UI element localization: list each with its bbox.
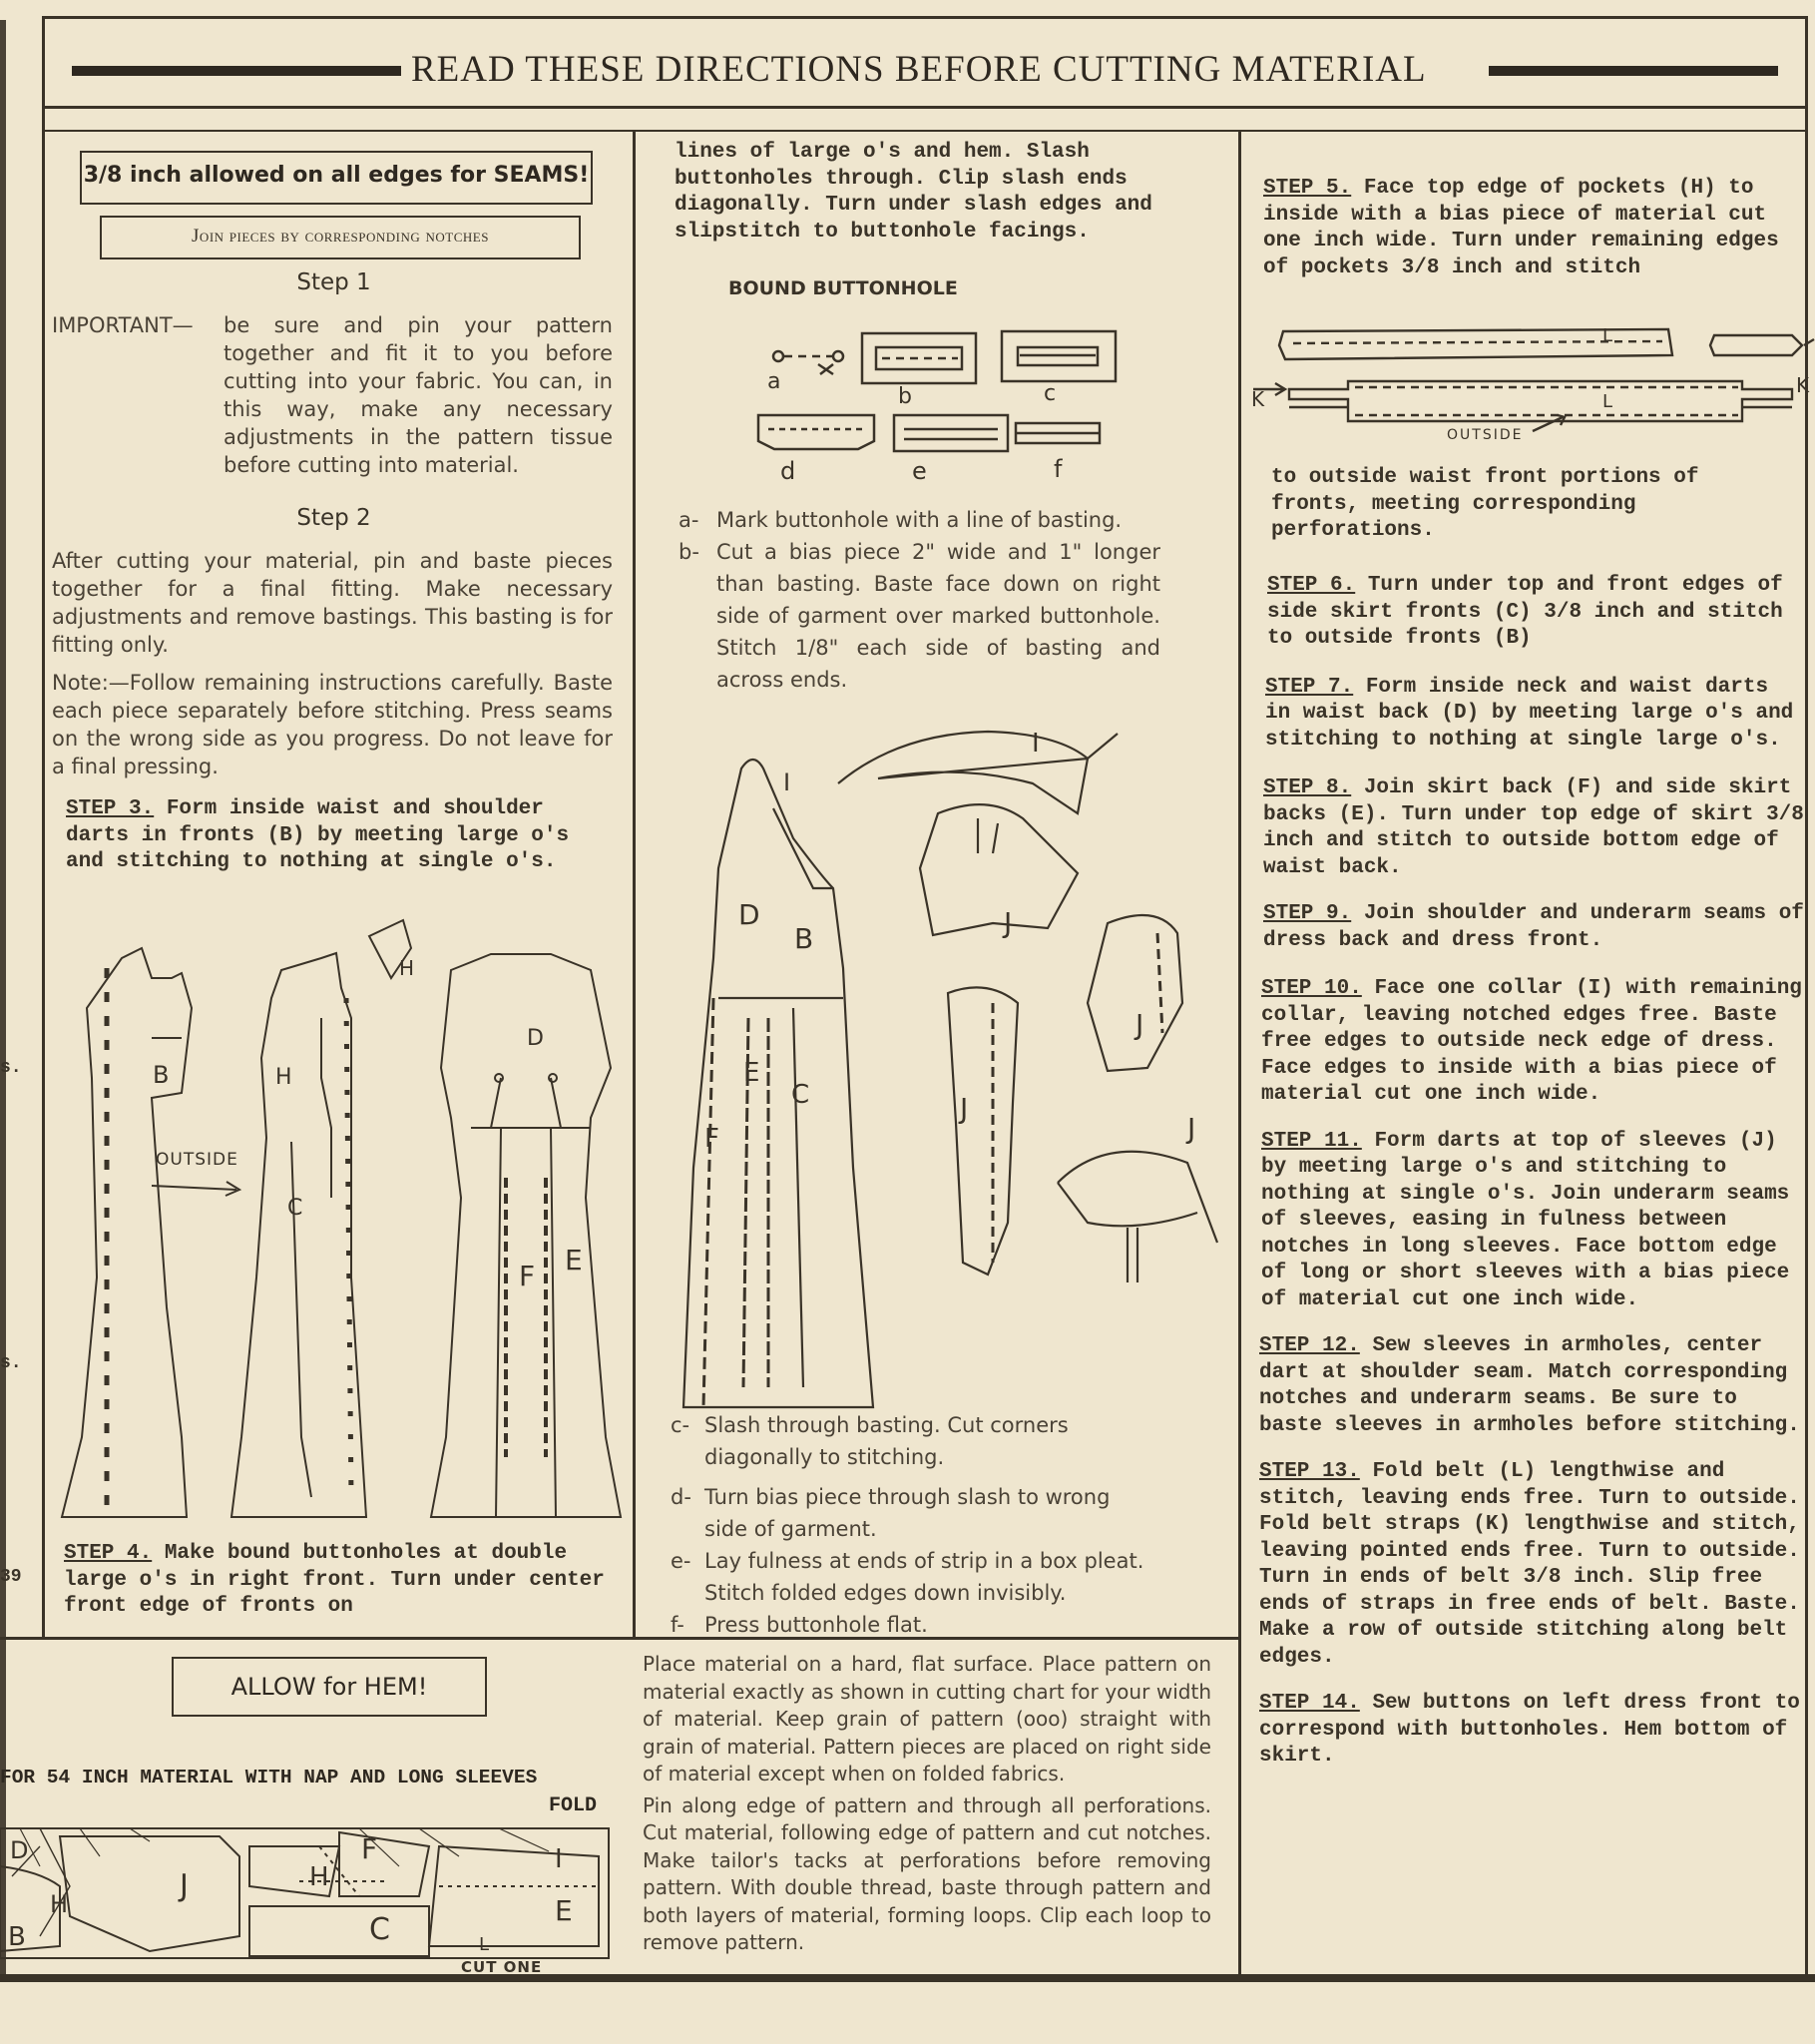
steps-list	[1259, 573, 1804, 1771]
fig2-label-e: E	[743, 1058, 760, 1088]
fig2-label-i1: I	[783, 768, 791, 796]
layout-label-f: F	[361, 1832, 378, 1865]
collar-piece	[838, 732, 1118, 813]
belt-diagram	[1253, 321, 1812, 441]
frame-header-bottom	[42, 106, 1808, 109]
frame-top	[42, 16, 1808, 19]
fig3-label-c: C	[287, 1196, 303, 1221]
step9-label: STEP 9.	[1263, 902, 1352, 925]
step3	[66, 796, 605, 876]
cutting-p2: Pin along edge of pattern and through all perforations. Cut material, following edge of pattern and cut notches. Make tailor's tacks at perforations before removing pattern. With double thread, baste through pattern and both layers of material, forming loops. Clip each loop to remove pattern.	[643, 1792, 1211, 1954]
step7	[1259, 675, 1804, 755]
layout-label-h2: H	[50, 1890, 69, 1918]
side-front-outline	[231, 953, 366, 1517]
step5-continued: to outside waist front portions of fronts, meeting corresponding perforations.	[1271, 466, 1699, 542]
step-a: a- Mark buttonhole with a line of basting.	[679, 508, 1123, 532]
step10-text: Face one collar (I) with remaining collar, leaving notched edges free. Baste free edges to outside neck edge of dress. Face edges to inside with a bias piece of material cut one inch wide.	[1261, 977, 1802, 1106]
banner-bar-right	[1489, 66, 1778, 76]
step4-label: STEP 4.	[64, 1542, 153, 1565]
step7-text: Form inside neck and waist darts in waist back (D) by meeting large o's and stitching to nothing at single large o's.	[1265, 675, 1794, 752]
cutting-p1: Place material on a hard, flat surface. Place pattern on material exactly as shown in cutting chart for your width of material. Keep grain of pattern (ooo) straight with grain of material. Pattern pieces are placed on right side of material except when on folded fabrics.	[643, 1652, 1211, 1786]
step14-text: Sew buttons on left dress front to correspond with buttonholes. Hem bottom of skirt.	[1259, 1692, 1800, 1768]
fold-label: FOLD	[549, 1794, 598, 1817]
step8-label: STEP 8.	[1263, 776, 1352, 799]
step11	[1259, 1129, 1804, 1314]
hem-text: ALLOW for HEM!	[230, 1673, 428, 1701]
margin-mark-1: s.	[0, 1058, 22, 1078]
step1-text: be sure and pin your pattern together and fit it to you before cutting into your fabric. You can, in this way, make any necessary adjustments in the pattern tissue before cutting into material.	[224, 313, 613, 477]
collar-sleeve-figures	[838, 704, 1237, 1282]
front-piece-outline	[62, 948, 192, 1517]
layout-label-j: J	[180, 1868, 189, 1903]
step2-heading: Step 2	[296, 505, 371, 531]
step2-text: After cutting your material, pin and baste pieces together for a final fitting. Make necessary adjustments and remove bastings. This basting is for fitting only.	[52, 549, 613, 657]
step12-text: Sew sleeves in armholes, center dart at shoulder seam. Match corresponding notches and underarm seams. Be sure to baste sleeves in armholes before stitching.	[1259, 1334, 1800, 1437]
margin-mark-3: 39	[0, 1567, 22, 1587]
step-c: c- Slash through basting. Cut corners diagonally to stitching.	[671, 1413, 1069, 1469]
fig2-label-j4: J	[1187, 1112, 1196, 1145]
buttonhole-heading: BOUND BUTTONHOLE	[728, 277, 958, 299]
belt-outside-label: OUTSIDE	[1447, 427, 1524, 443]
hem-box	[172, 1657, 487, 1717]
step10-label: STEP 10.	[1261, 977, 1362, 1000]
fig3-label-h2: H	[399, 956, 415, 980]
step7-label: STEP 7.	[1265, 675, 1354, 699]
step9-text: Join shoulder and underarm seams of dress back and dress front.	[1263, 902, 1804, 952]
frame-sub-top	[42, 130, 1808, 132]
banner-bar-left	[72, 66, 401, 76]
step6-label: STEP 6.	[1267, 574, 1356, 597]
step4-text: Make bound buttonholes at double large o's in right front. Turn under center front edge of fronts on	[64, 1542, 605, 1618]
sleeve-top-piece	[920, 804, 1078, 935]
frame-right	[1805, 16, 1808, 1977]
long-sleeve-piece	[948, 987, 1018, 1275]
step5-text: Face top edge of pockets (H) to inside with a bias piece of material cut one inch wide. Turn under remaining edges of pockets 3/8 inch and stitch	[1263, 177, 1779, 279]
step12-label: STEP 12.	[1259, 1334, 1360, 1357]
step-f: f- Press buttonhole flat.	[671, 1613, 928, 1637]
page-title: READ THESE DIRECTIONS BEFORE CUTTING MATERIAL	[411, 49, 1427, 90]
step9	[1259, 901, 1804, 954]
step4-continued: lines of large o's and hem. Slash buttonholes through. Clip slash ends diagonally. Turn under slash edges and slipstitch to buttonhole facings.	[675, 141, 1152, 244]
layout-label-i: I	[555, 1844, 563, 1874]
belt-top-piece	[1279, 329, 1672, 359]
step10	[1259, 976, 1804, 1109]
step3-text: Form inside waist and shoulder darts in fronts (B) by meeting large o's and stitching to nothing at single o's.	[66, 797, 570, 873]
note-text: Note:—Follow remaining instructions carefully. Baste each piece separately before stitching. Press seams on the wrong side as you progress. Do not leave for a final pressing.	[52, 671, 613, 778]
seam-allowance-box	[80, 151, 593, 205]
notch-text: Join pieces by corresponding notches	[192, 226, 489, 247]
step13-text: Fold belt (L) lengthwise and stitch, leaving ends free. Turn to outside. Fold belt straps (K) lengthwise and stitch, leaving pointed ends free. Turn to outside. Turn in ends of belt 3/8 inch. Slip free ends of straps in free ends of belt. Baste. Make a row of outside stitching along belt edges.	[1259, 1460, 1800, 1669]
step6-text: Turn under top and front edges of side skirt fronts (C) 3/8 inch and stitch to outside fronts (B)	[1267, 574, 1783, 650]
fig2-label-i2: I	[1032, 729, 1040, 759]
step14-label: STEP 14.	[1259, 1692, 1360, 1715]
fig3-label-d: D	[527, 1026, 544, 1051]
layout-caption: FOR 54 INCH MATERIAL WITH NAP AND LONG SLEEVES	[0, 1767, 538, 1788]
fig3-label-outside: OUTSIDE	[156, 1150, 238, 1170]
layout-label-c: C	[369, 1912, 390, 1947]
step13-label: STEP 13.	[1259, 1460, 1360, 1483]
step6	[1259, 573, 1804, 653]
col-divider-1	[633, 132, 636, 1639]
step13	[1259, 1459, 1804, 1671]
step-e: e- Lay fulness at ends of strip in a box pleat. Stitch folded edges down invisibly.	[671, 1549, 1144, 1605]
step8-text: Join skirt back (F) and side skirt backs (E). Turn under top edge of skirt 3/8 inch and stitch to outside bottom edge of waist back.	[1263, 776, 1804, 879]
margin-mark-2: s.	[0, 1353, 22, 1373]
buttonhole-diagram	[758, 319, 1137, 469]
layout-label-b: B	[8, 1922, 26, 1952]
diagram-letter-b: b	[898, 384, 912, 409]
fig2-label-c: C	[791, 1080, 810, 1110]
fig3-label-h1: H	[275, 1065, 292, 1090]
layout-label-d: D	[10, 1836, 29, 1864]
step5	[1263, 176, 1802, 281]
buttonhole-steps-ab	[679, 504, 1167, 696]
step5-label: STEP 5.	[1263, 177, 1352, 200]
fig3-label-f: F	[519, 1260, 536, 1292]
cutting-instructions	[643, 1651, 1211, 1957]
col-divider-2	[1238, 132, 1241, 1978]
fig2-label-b: B	[794, 922, 814, 955]
layout-cut-one: CUT ONE	[461, 1958, 543, 1976]
step1-heading: Step 1	[296, 269, 371, 295]
short-sleeve-piece	[1088, 915, 1182, 1071]
notch-box	[100, 216, 581, 259]
belt-label-l1: L	[1602, 325, 1613, 346]
diagram-letter-c: c	[1044, 381, 1057, 406]
belt-label-k1: K	[1251, 387, 1265, 411]
seam-allowance-text: 3/8 inch allowed on all edges for SEAMS!	[83, 163, 590, 188]
bottom-rule	[0, 1974, 1815, 1982]
step11-label: STEP 11.	[1261, 1129, 1362, 1153]
diagram-letter-e: e	[912, 457, 927, 485]
layout-label-h1: H	[309, 1862, 329, 1892]
step14	[1259, 1691, 1804, 1771]
step4	[64, 1541, 611, 1621]
fig2-label-j2: J	[1135, 1008, 1144, 1041]
step-b: b- Cut a bias piece 2" wide and 1" longer than basting. Baste face down on right side of garment over marked buttonhole. Stitch 1/8" each side of basting and across ends.	[679, 540, 1160, 692]
belt-label-l2: L	[1602, 391, 1613, 412]
step11-text: Form darts at top of sleeves (J) by meeting large o's and stitching to nothing at single o's. Join underarm seams of sleeves, easing in fulness between notches in long sleeves. Face bottom edge of long or short sleeves with a bias piece of material cut one inch wide.	[1261, 1129, 1790, 1311]
step8	[1259, 775, 1804, 881]
cutting-layout-diagram	[0, 1826, 614, 1961]
belt-label-k2: K	[1796, 373, 1810, 397]
fig2-label-d: D	[738, 898, 760, 931]
step-d: d- Turn bias piece through slash to wrong side of garment.	[671, 1485, 1111, 1541]
fig2-label-j3: J	[960, 1092, 969, 1125]
frame-left	[42, 16, 45, 1638]
garment-front-figures	[52, 878, 631, 1527]
fig2-label-f: F	[704, 1124, 719, 1154]
diagram-letter-a: a	[767, 369, 781, 394]
belt-strap-piece	[1710, 335, 1802, 355]
layout-label-l: L	[479, 1934, 490, 1955]
layout-label-e: E	[555, 1894, 573, 1927]
step12	[1259, 1333, 1804, 1439]
fig2-label-j1: J	[1004, 906, 1013, 939]
left-edge-rule	[0, 20, 6, 1976]
buttonhole-steps-cf	[671, 1409, 1169, 1641]
diagram-letter-f: f	[1054, 455, 1063, 483]
step3-label: STEP 3.	[66, 797, 155, 820]
diagram-letter-d: d	[780, 457, 796, 485]
header-banner	[72, 46, 1778, 96]
fig3-label-e: E	[565, 1244, 583, 1277]
fig3-label-b: B	[153, 1061, 170, 1089]
back-piece-outline	[431, 954, 621, 1517]
step1-lead: IMPORTANT—	[52, 313, 194, 337]
